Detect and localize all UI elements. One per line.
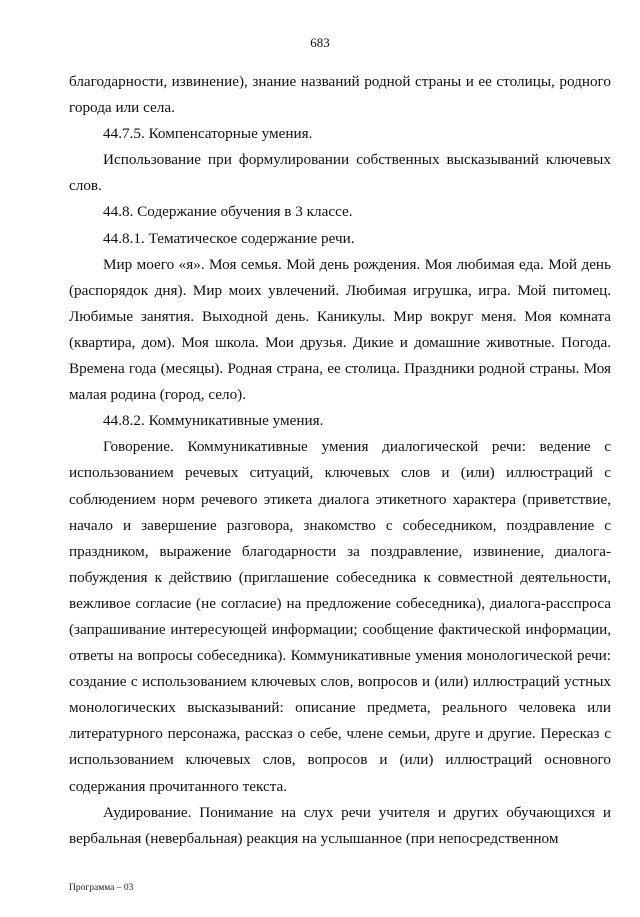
paragraph-compensatory: Использование при формулировании собственных высказываний ключевых слов.	[69, 151, 611, 195]
page-footer: Программа – 03	[69, 883, 134, 893]
section-heading-44-8-1: 44.8.1. Тематическое содержание речи.	[103, 229, 355, 247]
section-heading-44-8: 44.8. Содержание обучения в 3 классе.	[103, 203, 353, 221]
body-text	[69, 69, 611, 852]
paragraph-speaking: Говорение. Коммуникативные умения диалогической речи: ведение с использованием речевых ситуаций, ключевых слов и (или) иллюстраций с соблюдением норм речевого этикета диалога этикетного характера (приветствие, начало и завершение разговора, знакомство с собеседником, поздравление с праздником, выражение благодарности за поздравление, извинение, диалога-побуждения к действию (приглашение собеседника к совместной деятельности, вежливое согласие (не согласие) на предложение собеседника), диалога-расспроса (запрашивание интересующей информации; сообщение фактической информации, ответы на вопросы собеседника). Коммуникативные умения монологической речи: создание с использованием ключевых слов, вопросов и (или) иллюстраций устных монологических высказываний: описание предмета, реального человека или литературного персонажа, рассказ о себе, члене семьи, друге и другие. Пересказ с использованием ключевых слов, вопросов и (или) иллюстраций основного содержания прочитанного текста.	[69, 438, 611, 795]
section-heading-44-8-2: 44.8.2. Коммуникативные умения.	[103, 412, 324, 430]
paragraph-listening: Аудирование. Понимание на слух речи учителя и других обучающихся и вербальная (невербальная) реакция на услышанное (при непосредственном	[69, 803, 611, 847]
section-heading-44-7-5: 44.7.5. Компенсаторные умения.	[103, 125, 313, 143]
paragraph-topics: Мир моего «я». Моя семья. Мой день рождения. Моя любимая еда. Мой день (распорядок дня). Мир моих увлечений. Любимая игрушка, игра. Мой питомец. Любимые занятия. Выходной день. Каникулы. Мир вокруг меня. Моя комната (квартира, дом). Моя школа. Мои друзья. Дикие и домашние животные. Погода. Времена года (месяцы). Родная страна, ее столица. Праздники родной страны. Моя малая родина (город, село).	[69, 255, 611, 404]
page-number: 683	[310, 35, 330, 50]
paragraph-continuation: благодарности, извинение), знание названий родной страны и ее столицы, родного города или села.	[69, 73, 611, 117]
